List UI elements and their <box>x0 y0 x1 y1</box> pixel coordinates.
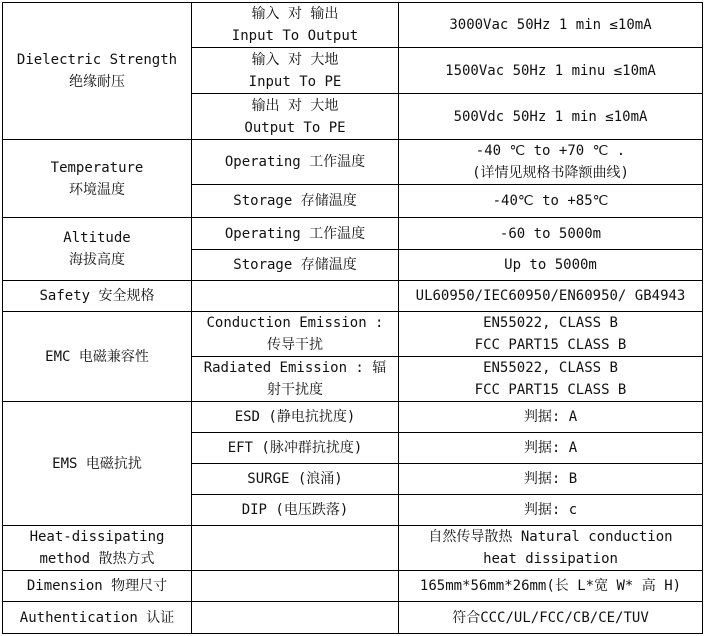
table-row <box>3 402 703 433</box>
sub-altitude-operating: Operating 工作温度 <box>192 218 399 250</box>
value-dip: 判据: c <box>399 495 703 526</box>
sub-input-to-pe: 输入 对 大地 Input To PE <box>192 48 399 94</box>
table-row <box>3 312 703 357</box>
sub-temperature-operating: Operating 工作温度 <box>192 140 399 185</box>
value-surge: 判据: B <box>399 464 703 495</box>
category-dimension: Dimension 物理尺寸 <box>3 571 192 602</box>
value-input-to-output: 3000Vac 50Hz 1 min ≤10mA <box>399 3 703 48</box>
value-output-to-pe: 500Vdc 50Hz 1 min ≤10mA <box>399 94 703 140</box>
table-row <box>3 140 703 185</box>
category-heat-dissipating: Heat-dissipating method 散热方式 <box>3 526 192 571</box>
category-safety: Safety 安全规格 <box>3 281 192 312</box>
value-altitude-operating: -60 to 5000m <box>399 218 703 250</box>
table-row <box>3 526 703 571</box>
sub-surge: SURGE (浪涌) <box>192 464 399 495</box>
category-dielectric-strength: Dielectric Strength 绝缘耐压 <box>3 3 192 140</box>
category-altitude: Altitude 海拔高度 <box>3 218 192 281</box>
value-temperature-storage: -40℃ to +85℃ <box>399 185 703 218</box>
sub-eft: EFT (脉冲群抗扰度) <box>192 433 399 464</box>
sub-authentication-empty <box>192 602 399 634</box>
sub-esd: ESD (静电抗扰度) <box>192 402 399 433</box>
value-esd: 判据: A <box>399 402 703 433</box>
value-authentication: 符合CCC/UL/FCC/CB/CE/TUV <box>399 602 703 634</box>
value-conduction-emission: EN55022, CLASS B FCC PART15 CLASS B <box>399 312 703 357</box>
sub-safety-empty <box>192 281 399 312</box>
sub-radiated-emission: Radiated Emission : 辐 射干扰度 <box>192 357 399 402</box>
sub-temperature-storage: Storage 存储温度 <box>192 185 399 218</box>
sub-dip: DIP (电压跌落) <box>192 495 399 526</box>
category-emc: EMC 电磁兼容性 <box>3 312 192 402</box>
table-row <box>3 3 703 48</box>
value-dimension: 165mm*56mm*26mm(长 L*宽 W* 高 H) <box>399 571 703 602</box>
specifications-body <box>3 3 703 634</box>
sub-output-to-pe: 输出 对 大地 Output To PE <box>192 94 399 140</box>
category-authentication: Authentication 认证 <box>3 602 192 634</box>
sub-input-to-output: 输入 对 输出 Input To Output <box>192 3 399 48</box>
table-row <box>3 571 703 602</box>
value-heat-dissipating: 自然传导散热 Natural conduction heat dissipation <box>399 526 703 571</box>
value-eft: 判据: A <box>399 433 703 464</box>
value-radiated-emission: EN55022, CLASS B FCC PART15 CLASS B <box>399 357 703 402</box>
table-row <box>3 218 703 250</box>
table-row <box>3 602 703 634</box>
sub-altitude-storage: Storage 存储温度 <box>192 250 399 281</box>
category-ems: EMS 电磁抗扰 <box>3 402 192 526</box>
category-temperature: Temperature 环境温度 <box>3 140 192 218</box>
value-safety: UL60950/IEC60950/EN60950/ GB4943 <box>399 281 703 312</box>
sub-dimension-empty <box>192 571 399 602</box>
sub-heat-empty <box>192 526 399 571</box>
value-input-to-pe: 1500Vac 50Hz 1 minu ≤10mA <box>399 48 703 94</box>
value-altitude-storage: Up to 5000m <box>399 250 703 281</box>
sub-conduction-emission: Conduction Emission : 传导干扰 <box>192 312 399 357</box>
table-row <box>3 281 703 312</box>
specifications-table <box>2 2 703 634</box>
value-temperature-operating: -40 ℃ to +70 ℃ . (详情见规格书降额曲线) <box>399 140 703 185</box>
